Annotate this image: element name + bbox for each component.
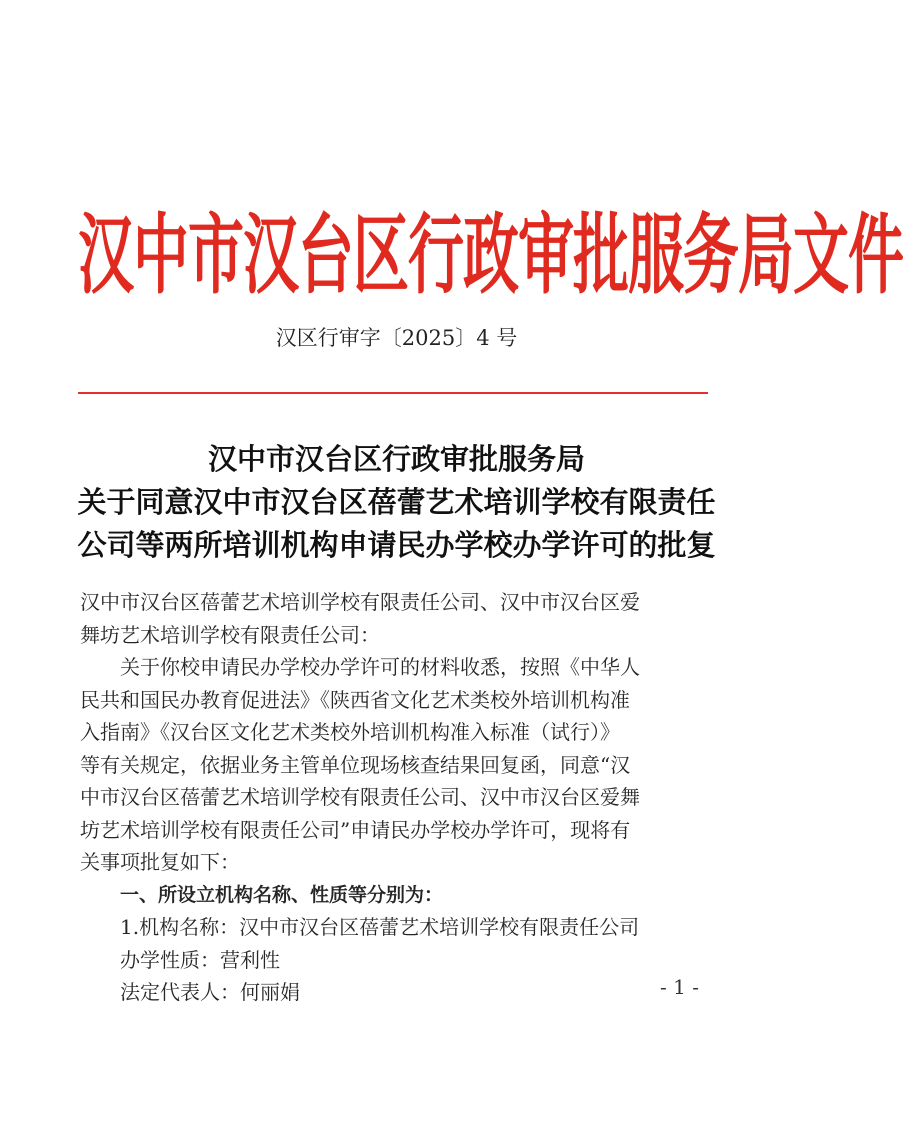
document-title: [60, 438, 733, 567]
paragraph-line-4: 等有关规定，依据业务主管单位现场核查结果回复函，同意“汉: [80, 752, 631, 777]
paragraph-line-5: 中市汉台区蓓蕾艺术培训学校有限责任公司、汉中市汉台区爱舞: [80, 785, 640, 809]
title-line-3: 公司等两所培训机构申请民办学校办学许可的批复: [77, 528, 716, 562]
page-number: - 1 -: [660, 975, 699, 999]
title-line-1: 汉中市汉台区行政审批服务局: [207, 442, 585, 476]
item-line-3: 法定代表人：何丽娟: [120, 980, 300, 1004]
paragraph-line-1: 关于你校申请民办学校办学许可的材料收悉，按照《中华人: [120, 655, 640, 679]
document-number: 汉区行审字〔2025〕4 号: [275, 326, 518, 350]
addressee-line-1: 汉中市汉台区蓓蕾艺术培训学校有限责任公司、汉中市汉台区爱: [80, 590, 640, 614]
red-divider-line: [78, 392, 708, 394]
paragraph-line-3: 入指南》《汉台区文化艺术类校外培训机构准入标准（试行）》: [80, 720, 620, 744]
section-heading-one: 一、所设立机构名称、性质等分别为：: [120, 883, 444, 906]
masthead-title: 汉中市汉台区行政审批服务局文件: [78, 204, 903, 307]
paragraph-line-2: 民共和国民办教育促进法》《陕西省文化艺术类校外培训机构准: [80, 687, 630, 712]
title-line-2: 关于同意汉中市汉台区蓓蕾艺术培训学校有限责任: [77, 485, 716, 519]
addressee-line-2: 舞坊艺术培训学校有限责任公司：: [80, 622, 380, 647]
paragraph-line-7: 关事项批复如下：: [80, 850, 240, 874]
item-line-2: 办学性质：营利性: [120, 947, 280, 972]
paragraph-line-6: 坊艺术培训学校有限责任公司”申请民办学校办学许可，现将有: [80, 817, 631, 842]
item-line-1: 1.机构名称：汉中市汉台区蓓蕾艺术培训学校有限责任公司: [120, 915, 640, 939]
document-body: [80, 586, 720, 1009]
